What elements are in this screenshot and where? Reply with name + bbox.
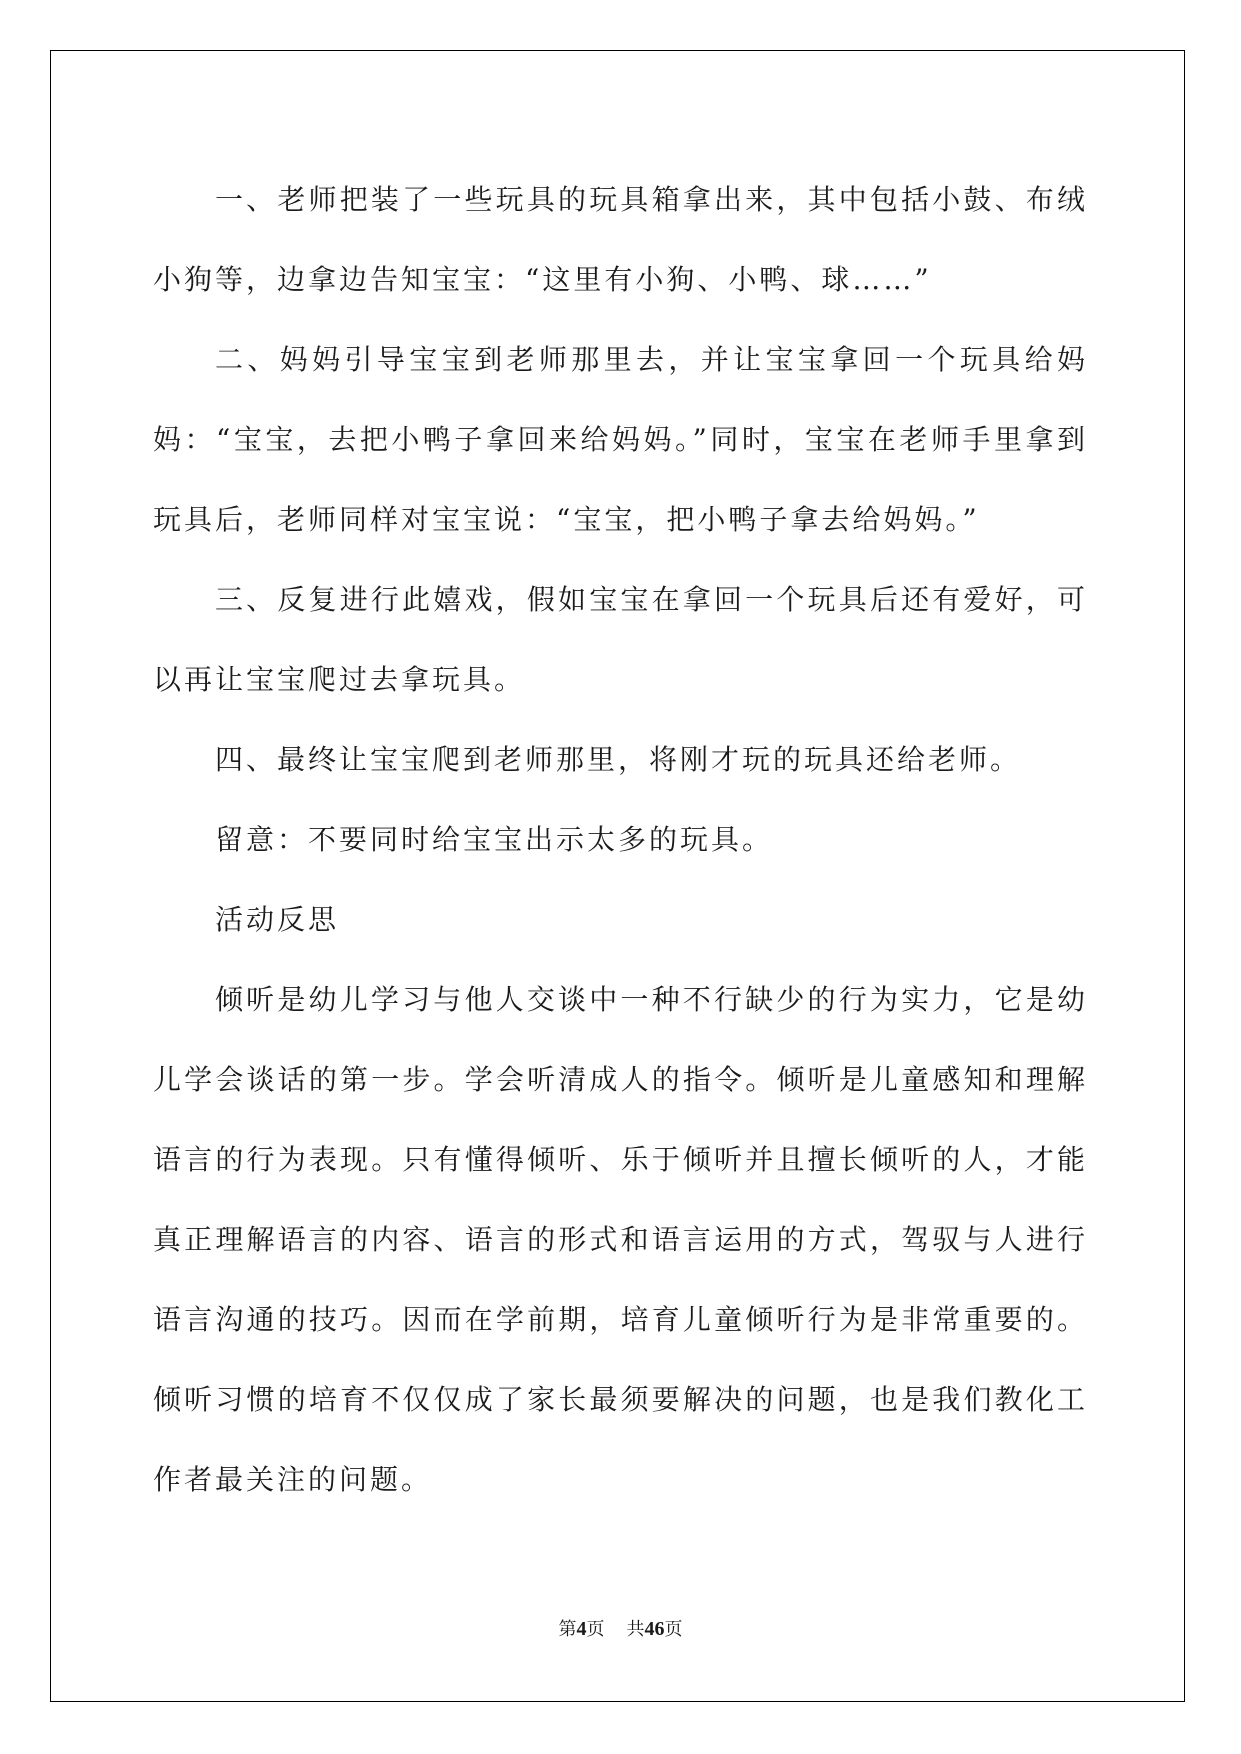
paragraph-reflection: 倾听是幼儿学习与他人交谈中一种不行缺少的行为实力，它是幼儿学会谈话的第一步。学会听清成人的指令。倾听是儿童感知和理解语言的行为表现。只有懂得倾听、乐于倾听并且擅长倾听的人，才能真正理解语言的内容、语言的形式和语言运用的方式，驾驭与人进行语言沟通的技巧。因而在学前期，培育儿童倾听行为是非常重要的。倾听习惯的培育不仅仅成了家长最须要解决的问题，也是我们教化工作者最关注的问题。 xyxy=(153,983,1088,1496)
document-body xyxy=(153,160,1088,1520)
paragraph-step-2: 二、妈妈引导宝宝到老师那里去，并让宝宝拿回一个玩具给妈妈：“宝宝，去把小鸭子拿回来给妈妈。”同时，宝宝在老师手里拿到玩具后，老师同样对宝宝说：“宝宝，把小鸭子拿去给妈妈。” xyxy=(153,343,1088,536)
page-number: 4 xyxy=(576,1618,587,1640)
page-suffix: 页 xyxy=(586,1619,605,1640)
total-prefix: 共 xyxy=(626,1619,645,1640)
page-prefix: 第 xyxy=(558,1619,577,1640)
page-footer xyxy=(0,1615,1241,1641)
total-suffix: 页 xyxy=(664,1619,683,1640)
total-pages: 46 xyxy=(644,1618,665,1640)
paragraph-step-1: 一、老师把装了一些玩具的玩具箱拿出来，其中包括小鼓、布绒小狗等，边拿边告知宝宝：“这里有小狗、小鸭、球……” xyxy=(153,183,1088,296)
paragraph-note: 留意：不要同时给宝宝出示太多的玩具。 xyxy=(215,823,774,856)
paragraph-step-3: 三、反复进行此嬉戏，假如宝宝在拿回一个玩具后还有爱好，可以再让宝宝爬过去拿玩具。 xyxy=(153,583,1088,696)
paragraph-step-4: 四、最终让宝宝爬到老师那里，将刚才玩的玩具还给老师。 xyxy=(215,743,1022,776)
section-heading-reflection: 活动反思 xyxy=(215,903,340,936)
